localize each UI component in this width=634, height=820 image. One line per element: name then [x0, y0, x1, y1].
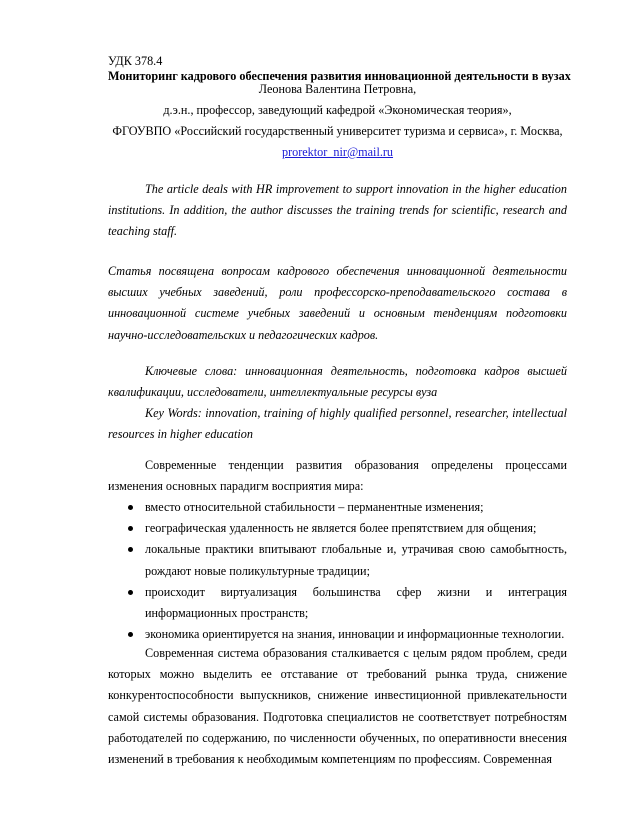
keywords-english: Key Words: innovation, training of highly qualified personnel, researcher, intellectual resources in higher education	[108, 406, 567, 442]
list-item: локальные практики впитывают глобальные и, утрачивая свою самобытность, рождают новые поликультурные традиции;	[108, 539, 567, 581]
body-main-paragraph: Современная система образования сталкивается с целым рядом проблем, среди которых можно выделить ее отставание от требований рынка труда, снижение конкурентоспособности выпускников, снижение инвестиционной привлекательности самой системы образования. Подготовка специалистов не соответствует потребностям работодателей по содержанию, по численности обученных, по оперативности внесения изменений в требования к необходимым компетенциям по профессиям. Современная	[108, 646, 567, 767]
article-title: Мониторинг кадрового обеспечения развития инновационной деятельности в вузах	[108, 69, 571, 83]
abstract-english: The article deals with HR improvement to support innovation in the higher education institutions. In addition, the author discusses the training trends for scientific, research and teaching staff.	[108, 182, 567, 239]
author-email-link[interactable]: prorektor_nir@mail.ru	[281, 145, 394, 159]
body-intro-paragraph: Современные тенденции развития образования определены процессами изменения основных парадигм восприятия мира:	[108, 458, 567, 494]
author-degree: д.э.н., профессор, заведующий кафедрой «Экономическая теория»,	[163, 103, 512, 117]
author-name: Леонова Валентина Петровна,	[258, 82, 417, 96]
bullet-dot-icon	[128, 590, 133, 595]
udk-code: УДК 378.4	[108, 54, 163, 68]
bullet-dot-icon	[128, 505, 133, 510]
abstract-russian: Статья посвящена вопросам кадрового обеспечения инновационной деятельности высших учебных заведений, роли профессорско-преподавательского состава в инновационной системе учебных заведений и основным тенденциям подготовки научно-исследовательских и педагогических кадров.	[108, 264, 567, 342]
keywords-russian: Ключевые слова: инновационная деятельность, подготовка кадров высшей квалификации, исследователи, интеллектуальные ресурсы вуза	[108, 364, 567, 400]
list-item: экономика ориентируется на знания, инновации и информационные технологии.	[108, 624, 567, 645]
trend-bullet-list	[108, 497, 567, 645]
bullet-dot-icon	[128, 547, 133, 552]
bullet-dot-icon	[128, 632, 133, 637]
bullet-dot-icon	[128, 526, 133, 531]
list-item: происходит виртуализация большинства сфер жизни и интеграция информационных пространств;	[108, 582, 567, 624]
list-item: вместо относительной стабильности – перманентные изменения;	[108, 497, 567, 518]
author-organization: ФГОУВПО «Российский государственный университет туризма и сервиса», г. Москва,	[112, 124, 563, 138]
list-item: географическая удаленность не является более препятствием для общения;	[108, 518, 567, 539]
